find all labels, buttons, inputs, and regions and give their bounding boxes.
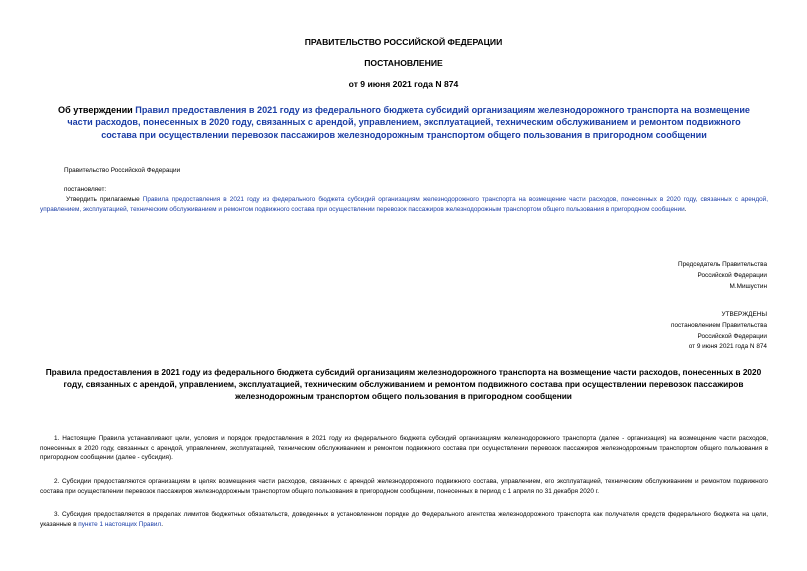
approved-block bbox=[671, 310, 767, 353]
signature-block bbox=[678, 260, 767, 292]
issuer-text: Правительство Российской Федерации bbox=[64, 167, 181, 174]
title-prefix: Об утверждении bbox=[58, 105, 136, 115]
point-1-link[interactable]: пункте 1 настоящих Правил bbox=[78, 520, 162, 528]
rules-paragraph-1: 1. Настоящие Правила устанавливают цели, условия и порядок предоставления в 2021 году из федерального бюджета субсидий организациям железнодорожного транспорта (далее - организация) на возмещение части расходов, понесенных в 2020 году, связанных с арендой, управлением, эксплуатацией, техническим обслуживанием и ремонтом подвижного состава при осуществлении перевозок пассажиров железнодорожным транспортом общего пользования в пригородном сообщении (далее - субсидия). bbox=[40, 435, 768, 462]
rules-title: Правила предоставления в 2021 году из федерального бюджета субсидий организациям железнодорожного транспорта на возмещение части расходов, понесенных в 2020 году, связанных с арендой, управлением, эксплуатацией, техническим обслуживанием и ремонтом подвижного состава при осуществлении перевозок пассажиров железнодорожным транспортом общего пользования в пригородном сообщении bbox=[45, 367, 762, 401]
signature-name: М.Мишустин bbox=[729, 282, 767, 290]
approve-rules-link[interactable]: Правила предоставления в 2021 году из федерального бюджета субсидий организациям железнодорожного транспорта на возмещение части расходов, понесенных в 2020 году, связанных с арендой, управлением, эксплуатацией, техническим обслуживанием и ремонтом подвижного состава при осуществлении перевозок пассажиров железнодорожным транспортом общего пользования в пригородном сообщении bbox=[40, 196, 768, 213]
approved-by: постановлением Правительства bbox=[671, 321, 767, 329]
signature-country: Российской Федерации bbox=[697, 271, 767, 279]
title-rules-link[interactable]: Правил предоставления в 2021 году из федерального бюджета субсидий организациям железнодорожного транспорта на возмещение части расходов, понесенных в 2020 году, связанных с арендой, управлением, эксплуатацией, техническим обслуживанием и ремонтом подвижного состава при осуществлении перевозок пассажиров железнодорожным транспортом общего пользования в пригородном сообщении bbox=[67, 105, 750, 140]
approve-prefix: Утвердить прилагаемые bbox=[66, 196, 143, 203]
approve-paragraph bbox=[40, 195, 768, 214]
approved-label: УТВЕРЖДЕНЫ bbox=[721, 311, 767, 318]
approve-suffix: . bbox=[684, 205, 687, 213]
p3-prefix: 3. Субсидия предоставляется в пределах лимитов бюджетных обязательств, доведенных в установленном порядке до Федерального агентства железнодорожного транспорта как получателя средств федерального бюджета на цели, указанные в bbox=[40, 511, 768, 528]
document-date: от 9 июня 2021 года N 874 bbox=[348, 79, 459, 89]
document-title bbox=[52, 104, 756, 141]
government-heading: ПРАВИТЕЛЬСТВО РОССИЙСКОЙ ФЕДЕРАЦИИ bbox=[304, 37, 503, 47]
signature-position: Председатель Правительства bbox=[678, 261, 767, 268]
decrees-text: постановляет: bbox=[64, 186, 107, 193]
p3-suffix: . bbox=[161, 520, 163, 528]
document-type-heading: ПОСТАНОВЛЕНИЕ bbox=[364, 58, 443, 68]
approved-date: от 9 июня 2021 года N 874 bbox=[688, 343, 767, 351]
rules-paragraph-2: 2. Субсидии предоставляются организациям в целях возмещения части расходов, связанных с арендой железнодорожного подвижного состава, управлением, его эксплуатацией, техническим обслуживанием и ремонтом подвижного состава при осуществлении перевозок пассажиров железнодорожным транспортом общего пользования в пригородном сообщении, понесенных в период с 1 апреля по 31 декабря 2020 г. bbox=[40, 478, 768, 495]
rules-paragraph-3 bbox=[40, 510, 768, 529]
approved-country: Российской Федерации bbox=[697, 332, 767, 340]
